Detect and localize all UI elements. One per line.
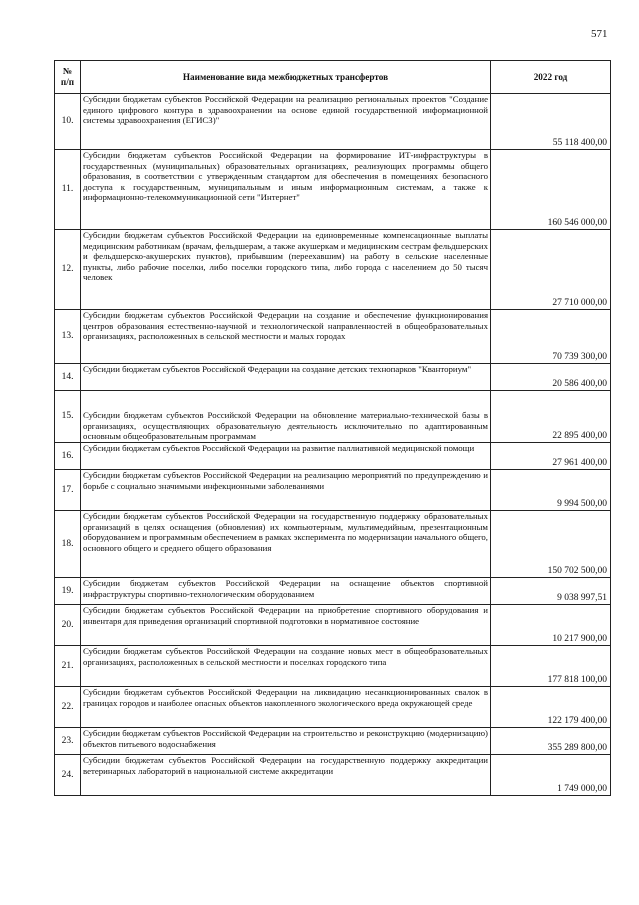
- row-value: 1 749 000,00: [491, 755, 611, 796]
- row-number: 18.: [55, 511, 81, 578]
- row-value: 22 895 400,00: [491, 391, 611, 443]
- row-number: 15.: [55, 391, 81, 443]
- row-value: 160 546 000,00: [491, 150, 611, 230]
- header-number-line1: №: [62, 66, 73, 76]
- table-header-row: [55, 61, 611, 94]
- table-row: [55, 94, 611, 150]
- table-row: [55, 605, 611, 646]
- row-value: 55 118 400,00: [491, 94, 611, 150]
- row-number: 23.: [55, 728, 81, 755]
- header-number: [55, 61, 81, 94]
- table-row: [55, 646, 611, 687]
- table-row: [55, 470, 611, 511]
- row-name: Субсидии бюджетам субъектов Российской Федерации на реализацию мероприятий по предупреждению и борьбе с социально значимыми инфекционными заболеваниями: [81, 470, 491, 511]
- table-row: [55, 364, 611, 391]
- row-number: 11.: [55, 150, 81, 230]
- row-value: 20 586 400,00: [491, 364, 611, 391]
- row-name: Субсидии бюджетам субъектов Российской Федерации на ликвидацию несанкционированных свалок в границах городов и наиболее опасных объектов накопленного экологического вреда окружающей среде: [81, 687, 491, 728]
- row-number: 13.: [55, 310, 81, 364]
- row-value: 9 038 997,51: [491, 578, 611, 605]
- row-name: Субсидии бюджетам субъектов Российской Федерации на оснащение объектов спортивной инфраструктуры спортивно-технологическим оборудованием: [81, 578, 491, 605]
- table-row: [55, 391, 611, 443]
- row-number: 14.: [55, 364, 81, 391]
- row-name: Субсидии бюджетам субъектов Российской Федерации на создание новых мест в общеобразовательных организациях, расположенных в сельской местности и поселках городского типа: [81, 646, 491, 687]
- row-value: 150 702 500,00: [491, 511, 611, 578]
- row-number: 24.: [55, 755, 81, 796]
- table-row: [55, 687, 611, 728]
- row-number: 16.: [55, 443, 81, 470]
- page-number: 571: [591, 28, 608, 40]
- row-name: Субсидии бюджетам субъектов Российской Федерации на единовременные компенсационные выплаты медицинским работникам (врачам, фельдшерам, а также акушеркам и медицинским сестрам фельдшерских и фельдшерско-акушерских пунктов), прибывшим (переехавшим) на работу в сельские населенные пункты, либо рабочие поселки, либо поселки городского типа, либо города с населением до 50 тысяч человек: [81, 230, 491, 310]
- table-row: [55, 755, 611, 796]
- row-number: 10.: [55, 94, 81, 150]
- row-name: Субсидии бюджетам субъектов Российской Федерации на развитие паллиативной медицинской помощи: [81, 443, 491, 470]
- row-name: Субсидии бюджетам субъектов Российской Федерации на реализацию региональных проектов "Создание единого цифрового контура в здравоохранении на основе единой государственной информационной системы здравоохранения (ЕГИСЗ)": [81, 94, 491, 150]
- row-number: 20.: [55, 605, 81, 646]
- table-row: [55, 443, 611, 470]
- row-name: Субсидии бюджетам субъектов Российской Федерации на приобретение спортивного оборудования и инвентаря для приведения организаций спортивной подготовки в нормативное состояние: [81, 605, 491, 646]
- table-row: [55, 310, 611, 364]
- row-name: Субсидии бюджетам субъектов Российской Федерации на государственную поддержку образовательных организаций в целях оснащения (обновления) их компьютерным, мультимедийным, презентационным оборудованием и программным обеспечением в рамках эксперимента по модернизации начального общего, основного общего и среднего общего образования: [81, 511, 491, 578]
- row-number: 22.: [55, 687, 81, 728]
- row-number: 17.: [55, 470, 81, 511]
- header-number-line2: п/п: [60, 77, 75, 87]
- row-name: Субсидии бюджетам субъектов Российской Федерации на формирование ИТ-инфраструктуры в государственных (муниципальных) образовательных организациях, реализующих программы общего образования, в соответствии с утвержденным стандартом для обеспечения в помещениях безопасного доступа к государственным, муниципальным и иным информационным системам, а также к информационно-телекоммуникационной сети "Интернет": [81, 150, 491, 230]
- transfers-table: [54, 60, 611, 796]
- row-name: Субсидии бюджетам субъектов Российской Федерации на строительство и реконструкцию (модернизацию) объектов питьевого водоснабжения: [81, 728, 491, 755]
- table-row: [55, 511, 611, 578]
- row-value: 9 994 500,00: [491, 470, 611, 511]
- table-row: [55, 578, 611, 605]
- row-value: 70 739 300,00: [491, 310, 611, 364]
- row-number: 12.: [55, 230, 81, 310]
- row-number: 19.: [55, 578, 81, 605]
- header-name: Наименование вида межбюджетных трансфертов: [81, 61, 491, 94]
- row-value: 10 217 900,00: [491, 605, 611, 646]
- row-value: 355 289 800,00: [491, 728, 611, 755]
- table-row: [55, 728, 611, 755]
- table-row: [55, 230, 611, 310]
- row-name: Субсидии бюджетам субъектов Российской Федерации на государственную поддержку аккредитации ветеринарных лабораторий в национальной системе аккредитации: [81, 755, 491, 796]
- row-name: Субсидии бюджетам субъектов Российской Федерации на создание и обеспечение функционирования центров образования естественно-научной и технологической направленностей в общеобразовательных организациях, расположенных в сельской местности и малых городах: [81, 310, 491, 364]
- row-name: Субсидии бюджетам субъектов Российской Федерации на обновление материально-технической базы в организациях, осуществляющих образовательную деятельность исключительно по адаптированным основным общеобразовательным программам: [81, 391, 491, 443]
- row-value: 122 179 400,00: [491, 687, 611, 728]
- row-name: Субсидии бюджетам субъектов Российской Федерации на создание детских технопарков "Кванториум": [81, 364, 491, 391]
- row-number: 21.: [55, 646, 81, 687]
- row-value: 27 710 000,00: [491, 230, 611, 310]
- row-value: 177 818 100,00: [491, 646, 611, 687]
- table-row: [55, 150, 611, 230]
- header-year: 2022 год: [491, 61, 611, 94]
- row-value: 27 961 400,00: [491, 443, 611, 470]
